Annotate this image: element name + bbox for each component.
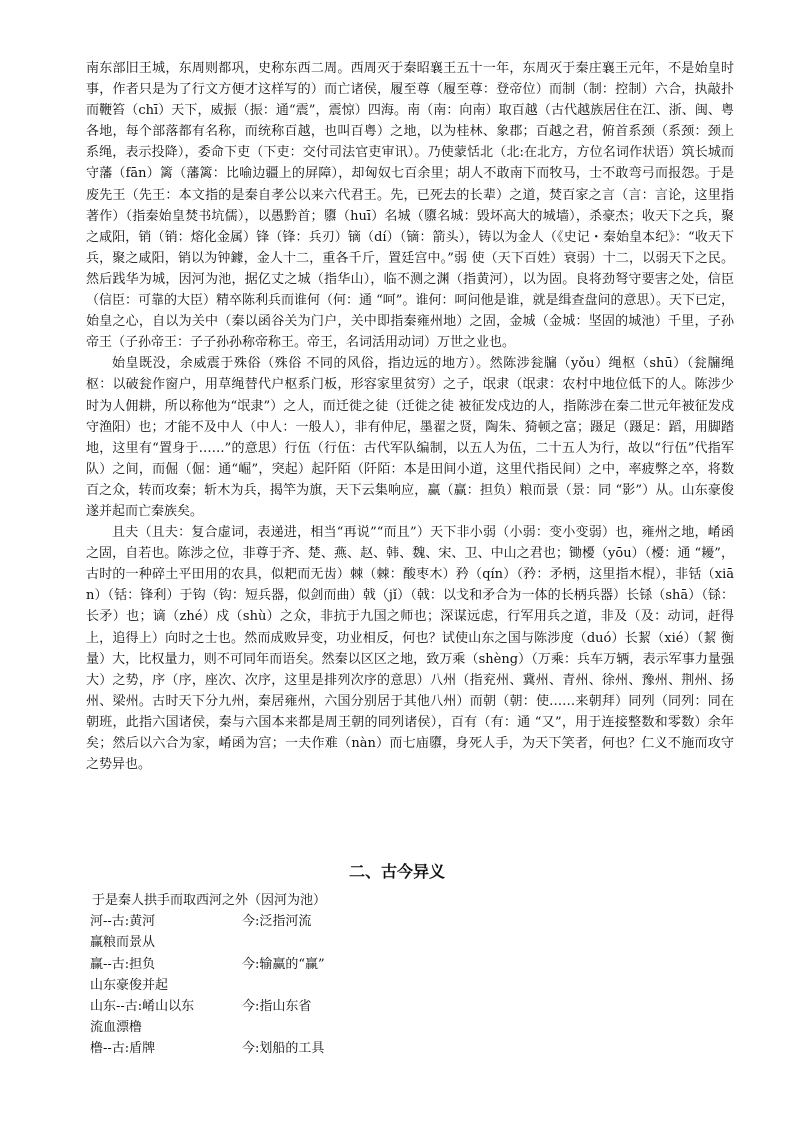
gloss-item-ying (90, 932, 690, 974)
paragraph-3: 且夫（且夫：复合虚词，表递进，相当“再说”“而且”）天下非小弱（小弱：变小变弱）也，雍州之地，崤函之固，自若也。陈涉之位，非尊于齐、楚、燕、赵、韩、魏、宋、卫、中山之君也；锄櫌（yōu）（櫌：通 “耰”，古时的一种碎土平田用的农具，似耙而无齿）棘（棘：酸枣木）矜（qín）（矜：矛柄，这里指木棍），非铦（xiān）（铦：锋利）于钩（钩：短兵器，似剑而曲）戟（jǐ）（戟：以戈和矛合为一体的长柄兵器）长铩（shā）（铩：长矛）也；谪（zhé）戍（shù）之众，非抗于九国之师也；深谋远虑，行军用兵之道，非及（及：动词，赶得上，追得上）向时之士也。然而成败异变，功业相反，何也？试使山东之国与陈涉度（duó）长絜（xié）（絜 衡量）大，比权量力，则不可同年而语矣。然秦以区区之地，致万乘（shèng）（万乘：兵车万辆，表示军事力量强大）之势，序（序，座次、次序，这里是排列次序的意思）八州（指兖州、冀州、青州、徐州、豫州、荆州、扬州、梁州。古时天下分九州，秦居雍州，六国分别居于其他八州）而朝（朝：使……来朝拜）同列（同列：同在朝班，此指六国诸侯，秦与六国本来都是周王朝的同列诸侯），百有（有：通 “又”，用于连接整数和零数）余年矣；然后以六合为家，崤函为宫；一夫作难（nàn）而七庙隳，身死人手，为天下笑者，何也？仁义不施而攻守之势异也。 (86, 525, 734, 773)
gloss-item-lu (90, 1017, 690, 1059)
gloss-meaning-row (90, 911, 690, 932)
gloss-ancient-meaning: 橹--古:盾牌 (90, 1041, 156, 1057)
gloss-example: 山东豪俊并起 (90, 977, 169, 993)
paragraph-2: 始皇既没，余威震于殊俗（殊俗 不同的风俗，指边远的地方）。然陈涉瓮牖（yǒu）绳枢（shū）（瓮牖绳枢：以破瓮作窗户，用草绳替代户枢系门板，形容家里贫穷）之子，氓隶（氓隶：农村中地位低下的人。陈涉少时为人佣耕，所以称他为“氓隶”）之人，而迁徙之徒（迁徙之徒 被征发戍边的人，指陈涉在秦二世元年被征发戍守渔阳）也；才能不及中人（中人：一般人），非有仲尼，墨翟之贤，陶朱、猗顿之富；蹑足（蹑足：蹈，用脚踏地，这里有“置身于……”的意思）行伍（行伍：古代军队编制，以五人为伍，二十五人为行，故以“行伍”代指军队）之间，而倔（倔：通“崛”，突起）起阡陌（阡陌：本是田间小道，这里代指民间）之中，率疲弊之卒，将数百之众，转而攻秦；斩木为兵，揭竿为旗，天下云集响应，赢（赢：担负）粮而景（景：同 “影”）从。山东豪俊遂并起而亡秦族矣。 (86, 356, 734, 519)
gloss-example: 流血漂橹 (90, 1020, 143, 1036)
article-body (86, 58, 734, 775)
gloss-example: 赢粮而景从 (90, 935, 156, 951)
gloss-meaning-row (90, 954, 690, 975)
gloss-modern-meaning: 今:划船的工具 (242, 1041, 325, 1057)
gloss-list (90, 890, 690, 1060)
section-heading: 二、古今异义 (348, 862, 445, 881)
gloss-meaning-row (90, 1038, 690, 1059)
paragraph-1: 南东部旧王城，东周则都巩，史称东西二周。西周灭于秦昭襄王五十一年，东周灭于秦庄襄王元年，不是始皇时事，作者只是为了行文方便才这样写的）而亡诸侯，履至尊（履至尊：登帝位）而制（制：控制）六合，执敲扑而鞭笞（chī）天下，威振（振：通“震”，震惊）四海。南（南：向南）取百越（古代越族居住在江、浙、闽、粤各地，每个部落都有名称，而统称百越，也叫百粤）之地，以为桂林、象郡；百越之君，俯首系颈（系颈：颈上系绳，表示投降），委命下吏（下吏：交付司法官吏审讯）。乃使蒙恬北（北:在北方，方位名词作状语）筑长城而守藩（fān）篱（藩篱：比喻边疆上的屏障），却匈奴七百余里；胡人不敢南下而牧马，士不敢弯弓而报怨。于是废先王（先王：本文指的是秦自孝公以来六代君王。先，已死去的长辈）之道，焚百家之言（言：言论，这里指著作）（指秦始皇焚书坑儒），以愚黔首；隳（huī）名城（隳名城：毁坏高大的城墙），杀豪杰；收天下之兵，聚之咸阳，销（销：熔化金属）锋（锋：兵刃）镝（dí）（镝：箭头），铸以为金人（《史记・秦始皇本纪》：“收天下兵，聚之咸阳，销以为钟鐻，金人十二，重各千斤，置廷宫中。”弱 使（天下百姓）衰弱）十二，以弱天下之民。然后践华为城，因河为池，据亿丈之城（指华山），临不测之渊（指黄河），以为固。良将劲弩守要害之处，信臣（信臣：可靠的大臣）精卒陈利兵而谁何（何：通 “呵”。谁何：呵问他是谁，就是缉查盘问的意思）。天下已定，始皇之心，自以为关中（秦以函谷关为门户，关中即指秦雍州地）之固，金城（金城：坚固的城池）千里，子孙帝王（子孙帝王：子子孙孙称帝称王。帝王，名词活用动词）万世之业也。 (86, 61, 734, 351)
gloss-modern-meaning: 今:指山东省 (242, 999, 312, 1015)
gloss-ancient-meaning: 赢--古:担负 (90, 956, 156, 972)
gloss-ancient-meaning: 河--古:黄河 (90, 914, 156, 930)
gloss-modern-meaning: 今:输赢的“赢” (242, 956, 325, 972)
gloss-example: 于是秦人拱手而取西河之外（因河为池） (92, 893, 327, 908)
gloss-item-he (90, 890, 690, 932)
gloss-meaning-row (90, 996, 690, 1017)
gloss-modern-meaning: 今:泛指河流 (242, 914, 312, 930)
gloss-ancient-meaning: 山东--古:崤山以东 (90, 999, 195, 1015)
gloss-item-shandong (90, 975, 690, 1017)
